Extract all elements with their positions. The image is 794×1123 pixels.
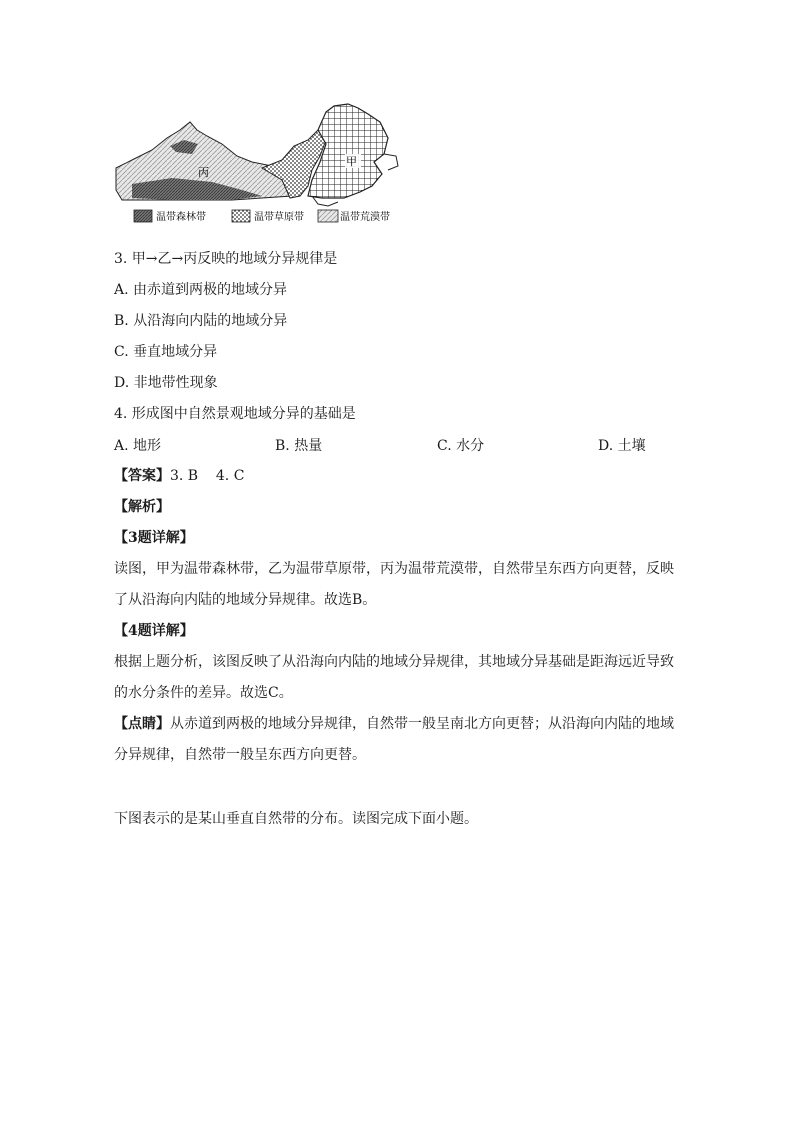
note-tag: 【点睛】 bbox=[114, 716, 170, 732]
note-text-1: 从赤道到两极的地域分异规律，自然带一般呈南北方向更替；从沿海向内陆的地域 bbox=[170, 716, 674, 732]
note-line1 bbox=[114, 715, 674, 733]
q4-detail-line2: 的水分条件的差异。故选C。 bbox=[114, 685, 293, 701]
legend-desert-label: 温带荒漠带 bbox=[340, 212, 390, 223]
note-line2: 分异规律，自然带一般呈东西方向更替。 bbox=[114, 747, 366, 763]
legend-forest-swatch bbox=[134, 210, 152, 222]
map-label-bing: 丙 bbox=[198, 166, 209, 179]
vegetation-map-figure bbox=[112, 100, 402, 228]
answer-line bbox=[114, 467, 244, 485]
q3-option-c: C. 垂直地域分异 bbox=[114, 344, 218, 360]
q4-stem: 4. 形成图中自然景观地域分异的基础是 bbox=[114, 406, 356, 422]
q3-detail-line2: 了从沿海向内陆的地域分异规律。故选B。 bbox=[114, 592, 377, 608]
analysis-tag: 【解析】 bbox=[114, 499, 170, 515]
legend-grassland-label: 温带草原带 bbox=[254, 212, 304, 223]
q4-option-a: A. 地形 bbox=[114, 438, 162, 454]
answer-text: 3. B 4. C bbox=[170, 468, 245, 484]
q4-detail-line1: 根据上题分析，该图反映了从沿海向内陆的地域分异规律，其地域分异基础是距海远近导致 bbox=[114, 654, 674, 670]
next-question-intro: 下图表示的是某山垂直自然带的分布。读图完成下面小题。 bbox=[114, 811, 478, 827]
q3-stem: 3. 甲→乙→丙反映的地域分异规律是 bbox=[114, 251, 338, 267]
legend-forest-label: 温带森林带 bbox=[156, 212, 206, 223]
legend-desert-swatch bbox=[318, 210, 338, 222]
q3-option-a: A. 由赤道到两极的地域分异 bbox=[114, 282, 288, 298]
answer-tag: 【答案】 bbox=[114, 468, 170, 484]
legend-grassland-swatch bbox=[232, 210, 250, 222]
q3-option-b: B. 从沿海向内陆的地域分异 bbox=[114, 313, 288, 329]
q3-detail-line1: 读图，甲为温带森林带，乙为温带草原带，丙为温带荒漠带，自然带呈东西方向更替，反映 bbox=[114, 561, 674, 577]
q4-option-b: B. 热量 bbox=[275, 438, 323, 454]
map-label-jia: 甲 bbox=[346, 155, 357, 168]
q4-detail-tag: 【4题详解】 bbox=[114, 623, 194, 639]
q3-option-d: D. 非地带性现象 bbox=[114, 375, 218, 391]
q4-option-d: D. 土壤 bbox=[598, 438, 646, 454]
q3-detail-tag: 【3题详解】 bbox=[114, 530, 194, 546]
q4-option-c: C. 水分 bbox=[437, 438, 485, 454]
